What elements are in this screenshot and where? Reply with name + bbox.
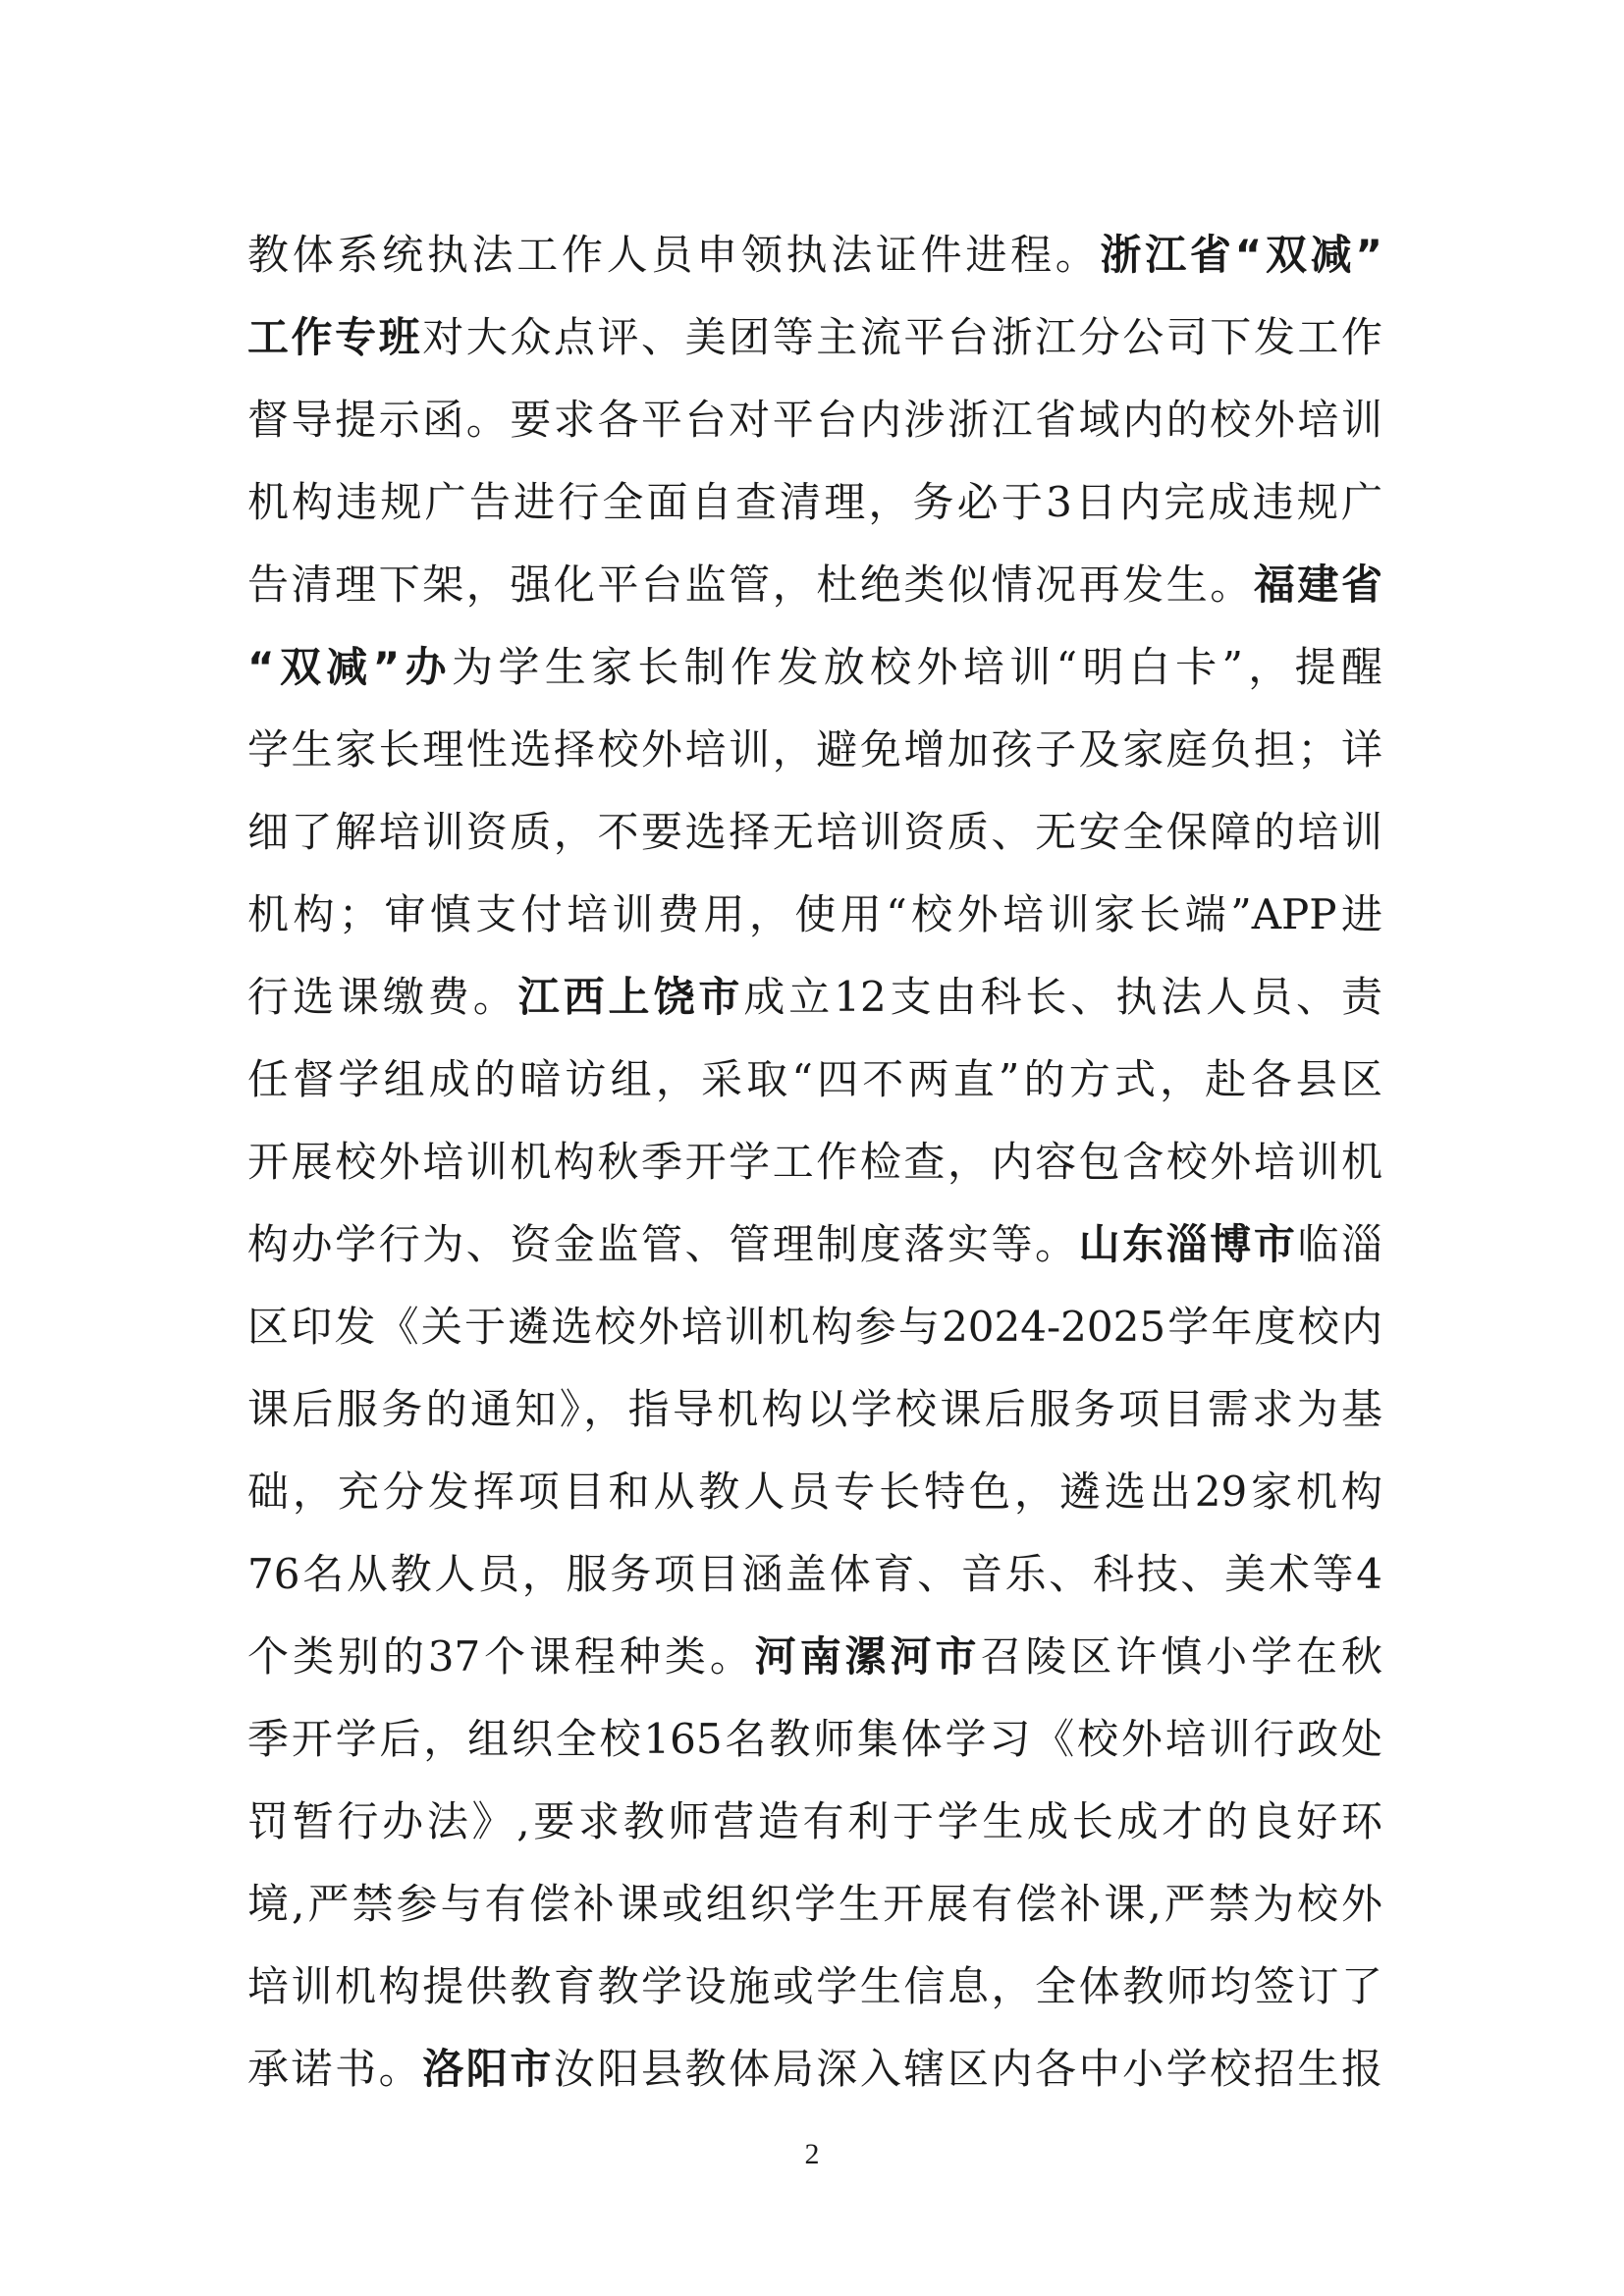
text-segment: 开展校外培训机构秋季开学工作检查，内容包含校外培训机 <box>247 1138 1382 1186</box>
text-line <box>247 214 1382 296</box>
text-line <box>247 1533 1382 1616</box>
text-segment: 督导提示函。要求各平台对平台内涉浙江省域内的校外培训 <box>247 396 1382 444</box>
text-segment: 构办学行为、资金监管、管理制度落实等。 <box>247 1220 1079 1268</box>
text-segment: 境,严禁参与有偿补课或组织学生开展有偿补课,严禁为校外 <box>247 1880 1382 1928</box>
text-line <box>247 2028 1382 2110</box>
text-line <box>247 1698 1382 1781</box>
text-segment: 成立12支由科长、执法人员、责 <box>743 973 1382 1021</box>
text-line <box>247 709 1382 791</box>
text-line <box>247 1039 1382 1121</box>
text-line <box>247 1946 1382 2028</box>
text-line <box>247 1286 1382 1368</box>
text-segment: 召陵区许慎小学在秋 <box>980 1632 1382 1681</box>
text-line <box>247 544 1382 626</box>
text-segment: 课后服务的通知》，指导机构以学校课后服务项目需求为基 <box>247 1385 1382 1433</box>
text-line <box>247 791 1382 874</box>
bold-location-name: 浙江省“双减” <box>1100 231 1382 279</box>
body-text <box>247 214 1382 2110</box>
bold-location-name: 洛阳市 <box>422 2045 554 2093</box>
text-segment: 76名从教人员，服务项目涵盖体育、音乐、科技、美术等4 <box>247 1550 1382 1598</box>
text-segment: 承诺书。 <box>247 2045 423 2093</box>
text-segment: 机构违规广告进行全面自查清理，务必于3日内完成违规广 <box>247 478 1382 526</box>
text-line <box>247 1203 1382 1286</box>
bold-location-name: 江西上饶市 <box>517 973 744 1021</box>
text-line <box>247 874 1382 956</box>
text-segment: 汝阳县教体局深入辖区内各中小学校招生报 <box>553 2045 1382 2093</box>
text-segment: 础，充分发挥项目和从教人员专长特色，遴选出29家机构 <box>247 1468 1382 1516</box>
text-line <box>247 461 1382 544</box>
text-line <box>247 1863 1382 1946</box>
page-number: 2 <box>804 2138 820 2170</box>
text-segment: 个类别的37个课程种类。 <box>247 1632 755 1681</box>
text-segment: 培训机构提供教育教学设施或学生信息，全体教师均签订了 <box>247 1962 1382 2010</box>
text-line <box>247 1121 1382 1203</box>
text-segment: 行选课缴费。 <box>247 973 518 1021</box>
text-segment: 季开学后，组织全校165名教师集体学习《校外培训行政处 <box>247 1715 1382 1763</box>
bold-location-name: 工作专班 <box>247 313 423 361</box>
text-line <box>247 956 1382 1039</box>
bold-location-name: “双减”办 <box>247 643 452 691</box>
text-segment: 告清理下架，强化平台监管，杜绝类似情况再发生。 <box>247 561 1254 609</box>
text-line <box>247 1451 1382 1533</box>
text-segment: 罚暂行办法》,要求教师营造有利于学生成长成才的良好环 <box>247 1797 1382 1845</box>
text-segment: 学生家长理性选择校外培训，避免增加孩子及家庭负担；详 <box>247 725 1382 774</box>
text-line <box>247 1781 1382 1863</box>
text-segment: 细了解培训资质，不要选择无培训资质、无安全保障的培训 <box>247 808 1382 856</box>
text-line <box>247 626 1382 709</box>
text-segment: 临淄 <box>1297 1220 1382 1268</box>
text-line <box>247 1616 1382 1698</box>
text-line <box>247 379 1382 461</box>
text-line <box>247 1368 1382 1451</box>
bold-location-name: 山东淄博市 <box>1078 1220 1298 1268</box>
text-line <box>247 296 1382 379</box>
text-segment: 对大众点评、美团等主流平台浙江分公司下发工作 <box>422 313 1382 361</box>
bold-location-name: 河南漯河市 <box>754 1632 981 1681</box>
text-segment: 任督学组成的暗访组，采取“四不两直”的方式，赴各县区 <box>247 1055 1382 1103</box>
text-segment: 区印发《关于遴选校外培训机构参与2024-2025学年度校内 <box>247 1303 1382 1351</box>
text-segment: 机构；审慎支付培训费用，使用“校外培训家长端”APP进 <box>247 890 1382 938</box>
text-segment: 为学生家长制作发放校外培训“明白卡”，提醒 <box>451 643 1382 691</box>
bold-location-name: 福建省 <box>1253 561 1382 609</box>
text-segment: 教体系统执法工作人员申领执法证件进程。 <box>247 231 1101 279</box>
